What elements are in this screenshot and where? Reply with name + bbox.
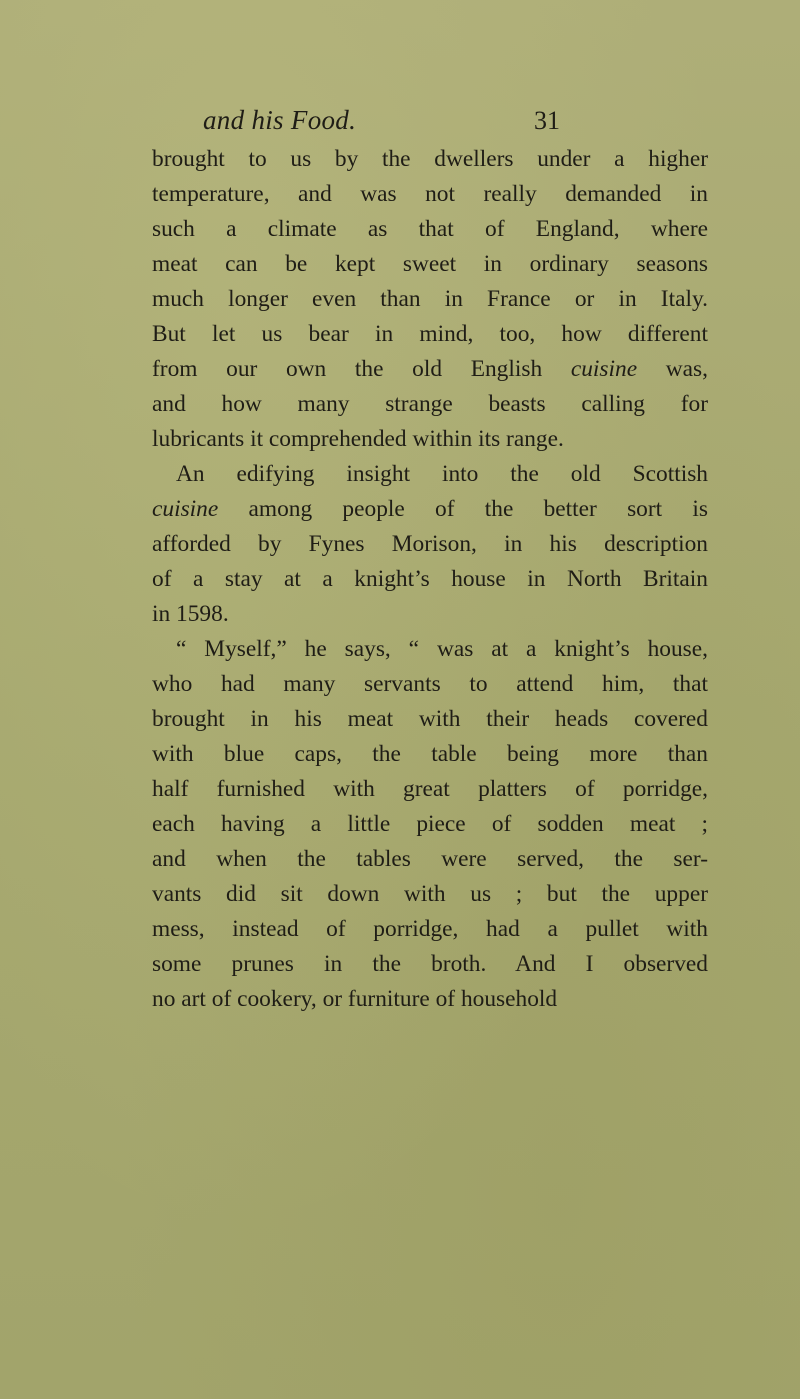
text-run: half furnished with great platters of porridge, [152,776,708,802]
text-line [152,982,708,1017]
text-run: no art of cookery, or furniture of household [152,986,558,1012]
text-line [152,842,708,877]
text-run: brought to us by the dwellers under a higher [152,146,708,172]
text-line [152,177,708,212]
text-run: “ Myself,” he says, “ was at a knight’s house, [176,636,708,662]
page-number: 31 [534,106,560,135]
text-run: among people of the better sort is [218,496,708,522]
text-line [152,352,708,387]
text-line [152,772,708,807]
text-run: lubricants it comprehended within its range. [152,426,564,452]
text-line [152,597,708,632]
text-run: was, [637,356,708,382]
text-run: from our own the old English [152,356,571,382]
text-line [152,912,708,947]
text-line [152,457,708,492]
text-line [152,212,708,247]
text-line [152,562,708,597]
text-run: An edifying insight into the old Scottish [176,461,708,487]
text-run: meat can be kept sweet in ordinary seasons [152,251,708,277]
text-line [152,492,708,527]
text-run: some prunes in the broth. And I observed [152,951,708,977]
text-line [152,317,708,352]
text-run: who had many servants to attend him, that [152,671,708,697]
text-run: such a climate as that of England, where [152,216,708,242]
text-run: and how many strange beasts calling for [152,391,708,417]
text-run: mess, instead of porridge, had a pullet with [152,916,708,942]
text-line [152,702,708,737]
text-line [152,947,708,982]
text-line [152,142,708,177]
text-line [152,737,708,772]
italic-word: cuisine [570,356,638,382]
text-line [152,807,708,842]
text-run: each having a little piece of sodden meat ; [152,811,708,837]
text-line [152,282,708,317]
text-run: afforded by Fynes Morison, in his description [152,531,708,557]
text-run: much longer even than in France or in Italy. [152,286,708,312]
text-run: of a stay at a knight’s house in North Britain [152,566,708,592]
text-run: brought in his meat with their heads covered [152,706,708,732]
text-run: temperature, and was not really demanded in [152,181,708,207]
text-line [152,632,708,667]
text-run: vants did sit down with us ; but the upper [152,881,708,907]
text-run: with blue caps, the table being more than [152,741,708,767]
text-line [152,877,708,912]
text-line [152,667,708,702]
italic-word: cuisine [152,496,219,522]
text-line [152,527,708,562]
running-title: and his Food. [203,105,357,135]
text-run: in 1598. [152,601,229,627]
running-head [0,105,800,145]
text-line [152,247,708,282]
text-run: and when the tables were served, the ser- [152,846,708,872]
body-text [152,142,708,1017]
text-line [152,387,708,422]
text-run: But let us bear in mind, too, how different [152,321,708,347]
text-line [152,422,708,457]
